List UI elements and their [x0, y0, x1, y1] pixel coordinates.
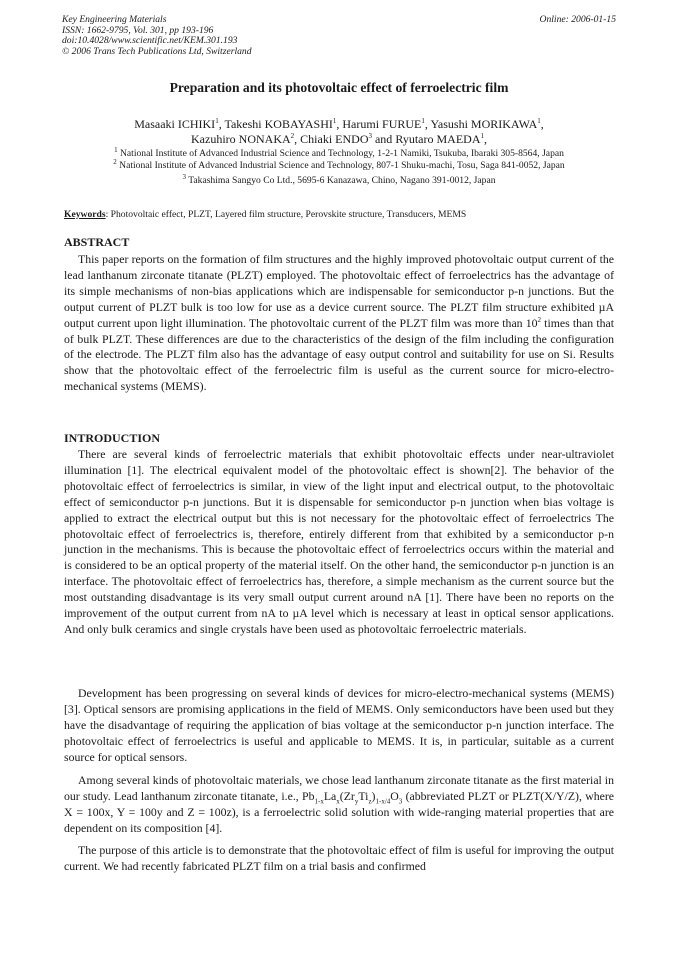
formula-subscript: y [354, 797, 359, 806]
author-line-1 [40, 117, 638, 132]
formula-part: (Zr [339, 788, 355, 803]
journal-header [62, 15, 616, 57]
author-name: Takeshi KOBAYASHI [224, 117, 333, 131]
intro-text: Among several kinds of photovoltaic materials, we chose lead lanthanum zirconate titanate as the first material in our study. Lead lanthanum zirconate titanate, i.e., Pb [64, 773, 614, 803]
author-affil-mark: 3 [368, 132, 372, 140]
affil-number: 1 [114, 145, 118, 154]
abstract-paragraph [64, 252, 614, 395]
author-list [40, 117, 638, 147]
doi-line: doi:10.4028/www.scientific.net/KEM.301.193 [62, 35, 238, 47]
abstract-text: times than that of bulk PLZT. These differences are due to the characteristics of the design of the film including the configuration of the electrode. The PLZT film also has the advantage of easy output control and suitability for use on Si. Results show that the photovoltaic effect of the ferroelectric film is useful as the current source for micro-electro-mechanical systems (MEMS). [64, 315, 615, 394]
author-name: Masaaki ICHIKI [134, 117, 216, 131]
intro-paragraph-3 [64, 773, 614, 837]
author-name: Yasushi MORIKAWA [430, 117, 538, 131]
formula-subscript: x [336, 797, 340, 806]
exponent: 2 [537, 315, 542, 324]
formula-subscript: z [368, 797, 372, 806]
abstract-text: This paper reports on the formation of film structures and the highly improved photovoltaic output current of the lead lanthanum zirconate titanate (PLZT) employed. The photovoltaic effect of ferroelectrics has the advantage of its simple mechanisms of non-bias applications which are indispensable for semiconductor p-n junctions. But the output current of PLZT bulk is too low for use as a device current source. The PLZT film structure exhibited µA output current upon light illumination. The photovoltaic current of the PLZT film was more than 10 [64, 252, 614, 330]
separator: and [371, 132, 396, 146]
formula-part: ) [371, 788, 376, 803]
author-name: Harumi FURUE [342, 117, 422, 131]
separator: , [294, 132, 301, 146]
intro-paragraph-1: There are several kinds of ferroelectric materials that exhibit photovoltaic effects under near-ultraviolet illumination [1]. The electrical equivalent model of the photovoltaic effect is shown[2]. The behavior of the photovoltaic effect of ferroelectrics is similar, in view of the light input and electrical output, to the photovoltaic effect of semiconductor p-n junctions. But it is dispensable for semiconductor p-n junction when bias voltage is applied to extract the electrical output but this is not necessary for the photovoltaic effect of ferroelectrics The photovoltaic effect of ferroelectrics is, therefore, entirely different from that exhibited by a semiconductor p-n junction in the mechanisms. This is because the photovoltaic effect of ferroelectrics occurs within the material and is considered to be an optical property of the material itself. On the other hand, the semiconductor p-n junction is an interface. The photovoltaic effect of ferroelectrics has, therefore, a simple mechanism as the current source but the most outstanding disadvantage is its very small output current around nA [1]. There have been no reports on the improvement of the output current from nA to µA level which is necessary at least in optical sensor applications. And only bulk ceramics and single crystals have been used as photovoltaic ferroelectric materials. [64, 447, 614, 636]
formula-part: O [390, 788, 399, 803]
affil-text: National Institute of Advanced Industrial Science and Technology, 807-1 Shuku-machi, Tosu, Saga 841-0052, Japan [116, 160, 565, 171]
author-affil-mark: 1 [537, 117, 541, 125]
affiliation-2 [40, 157, 638, 172]
author-name: Chiaki ENDO [300, 132, 369, 146]
introduction-heading: INTRODUCTION [64, 431, 161, 445]
author-affil-mark: 1 [421, 117, 425, 125]
separator: , [484, 132, 487, 146]
affil-text: Takashima Sangyo Co Ltd., 5695-6 Kanazawa, Chino, Nagano 391-0012, Japan [185, 175, 496, 186]
keywords-label: Keywords [64, 209, 106, 220]
author-name: Ryutaro MAEDA [395, 132, 481, 146]
formula-part: La [323, 788, 337, 803]
author-affil-mark: 2 [290, 132, 295, 140]
separator: , [218, 117, 225, 131]
author-affil-mark: 1 [332, 117, 337, 125]
affil-number: 2 [113, 157, 117, 166]
formula-part: Ti [358, 788, 369, 803]
separator: , [424, 117, 431, 131]
keywords [64, 209, 624, 220]
formula-subscript: 1-x/4 [375, 797, 391, 806]
separator: , [540, 117, 544, 131]
author-affil-mark: 1 [215, 117, 219, 125]
affil-text: National Institute of Advanced Industrial Science and Technology, 1-2-1 Namiki, Tsukuba, Ibaraki 305-8564, Japan [117, 148, 564, 159]
formula-subscript: 3 [398, 797, 403, 806]
author-name: Kazuhiro NONAKA [191, 132, 291, 146]
affiliation-3 [40, 172, 638, 187]
affil-number: 3 [182, 172, 186, 181]
issn-line: ISSN: 1662-9795, Vol. 301, pp 193-196 [62, 24, 214, 36]
abstract-heading: ABSTRACT [64, 235, 130, 249]
journal-name: Key Engineering Materials [62, 14, 167, 25]
intro-paragraph-2: Development has been progressing on several kinds of devices for micro-electro-mechanical systems (MEMS) [3]. Optical sensors are promising applications in the field of MEMS. Only semiconductors have been used but they have the disadvantage of requiring the application of bias voltage at the semiconductor p-n junction interface. The photovoltaic effect of ferroelectrics is useful and applicable to MEMS. It is, in particular, suitable as a current source for optical sensors. [64, 686, 614, 764]
keywords-text: : Photovoltaic effect, PLZT, Layered film structure, Perovskite structure, Transducers, MEMS [105, 209, 467, 220]
paper-title: Preparation and its photovoltaic effect of ferroelectric film [169, 80, 509, 95]
copyright-line: © 2006 Trans Tech Publications Ltd, Switzerland [62, 45, 252, 57]
intro-paragraph-4: The purpose of this article is to demonstrate that the photovoltaic effect of film is useful for improving the output current. We had recently fabricated PLZT film on a trial basis and confirmed [64, 843, 614, 873]
author-affil-mark: 1 [480, 132, 484, 140]
online-date: Online: 2006-01-15 [539, 14, 616, 25]
intro-text: (abbreviated PLZT or PLZT(X/Y/Z), where X = 100x, Y = 100y and Z = 100z), is a ferroelectric solid solution with wide-ranging material properties that are dependent on its composition [4]. [64, 788, 615, 835]
formula-subscript: 1-x [314, 797, 324, 806]
separator: , [336, 117, 343, 131]
author-line-2 [40, 132, 638, 147]
affiliation-1 [40, 145, 638, 160]
